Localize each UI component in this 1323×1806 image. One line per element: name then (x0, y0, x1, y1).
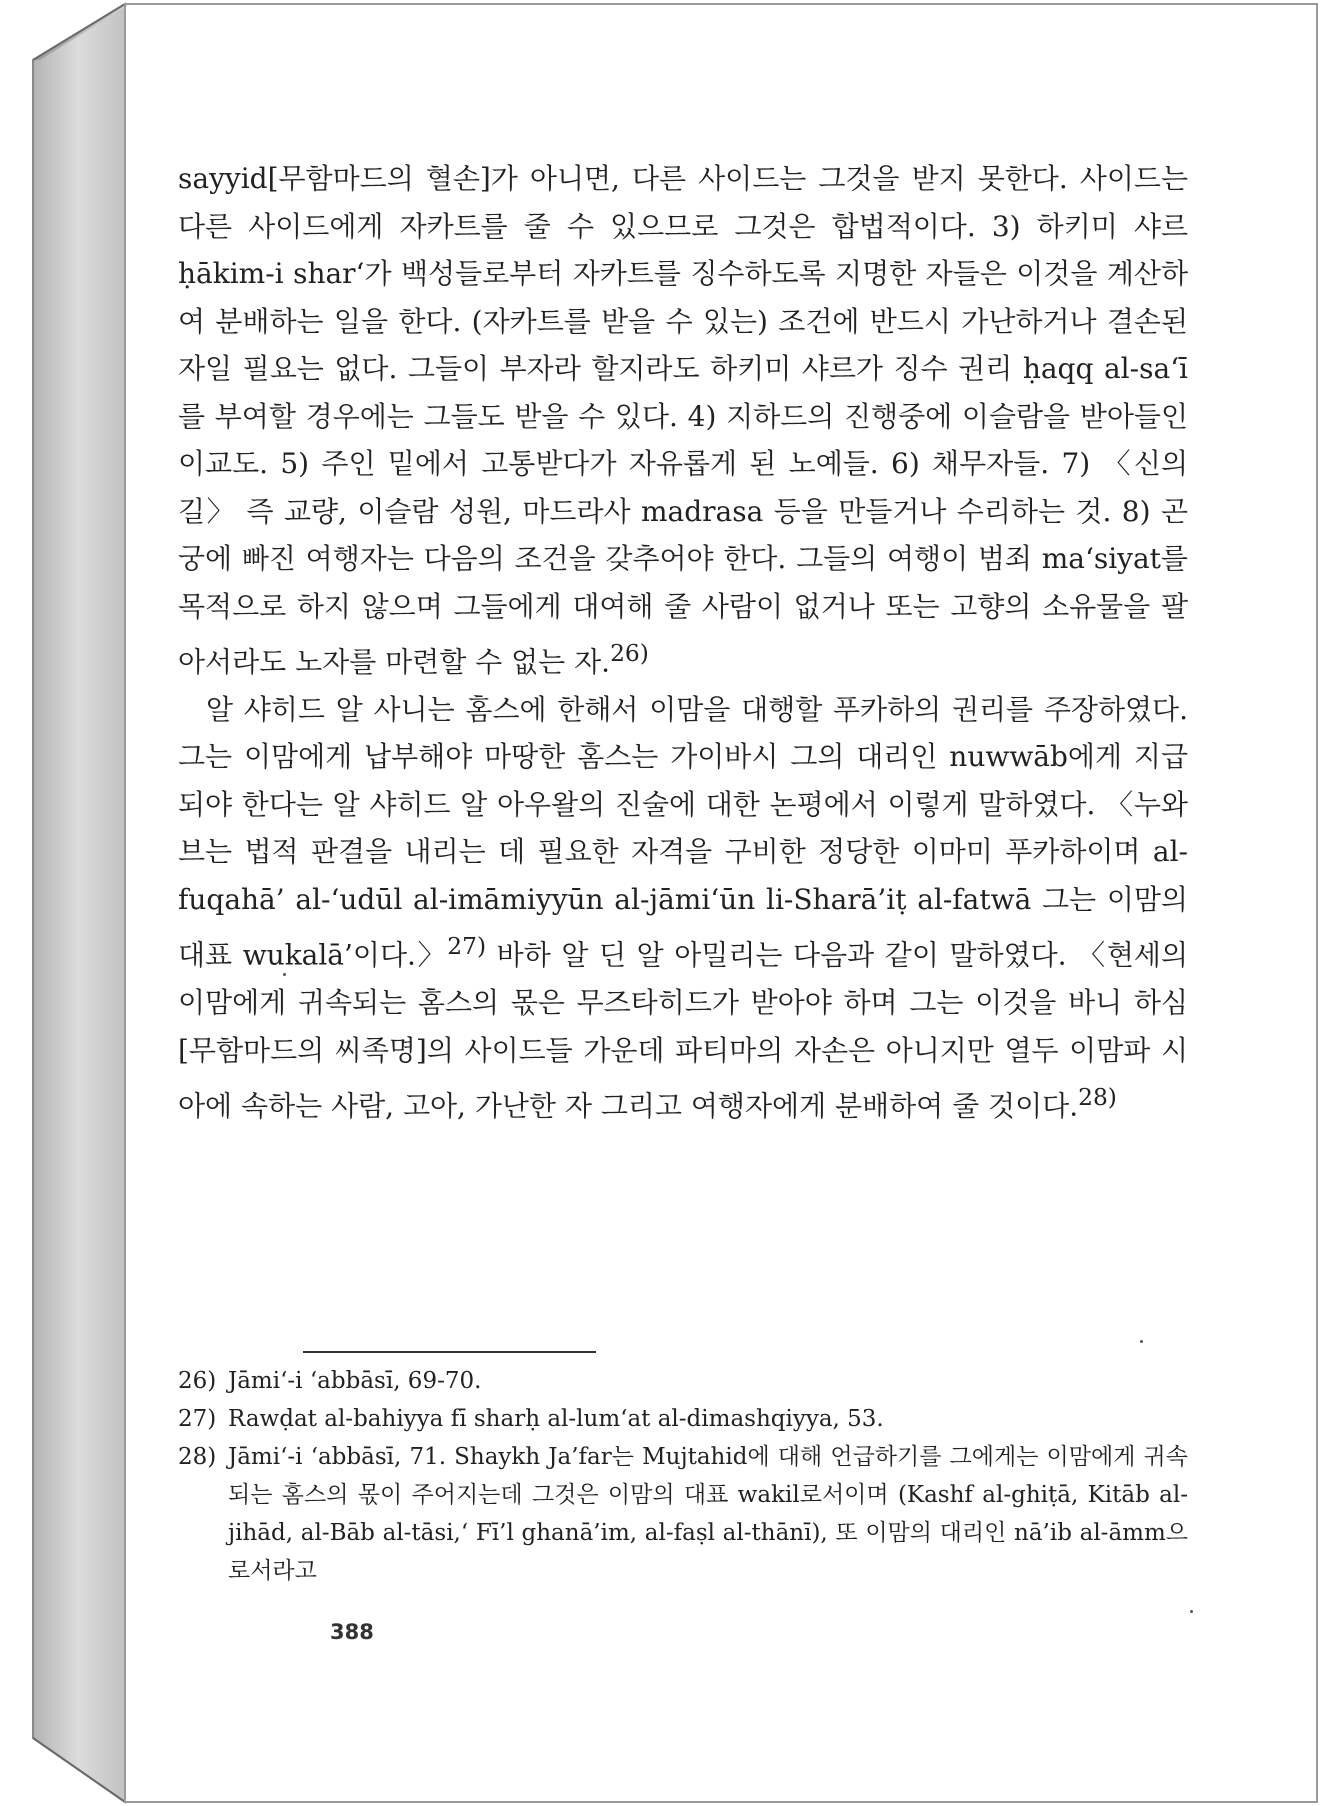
page-number: 388 (330, 1620, 374, 1644)
book-side-edge (33, 4, 125, 1802)
footnote-number: 26) (178, 1368, 217, 1394)
footnote-number: 28) (178, 1444, 217, 1470)
paragraph-khums-authority (178, 686, 1188, 1130)
footnote-marker-27: 27) (447, 932, 487, 961)
footnote-text: Jāmi‘-i ‘abbāsī, 71. Shaykh Ja’far는 Mujtahid에 대해 언급하기를 그에게는 이맘에게 귀속되는 홈스의 몫이 주어지는데 그것은 이맘의 대표 wakil로서이며 (Kashf al-ghiṭā, Kitāb al-jihād, al-Bāb al-tāsi,‘ Fī’l ghanā’im, al-faṣl al-thānī), 또 이맘의 대리인 nā’ib al-āmm으로서라고 (228, 1444, 1188, 1584)
scan-speck (283, 973, 286, 976)
main-text (178, 155, 1188, 1130)
footnote-text: Rawḍat al-bahiyya fī sharḥ al-lum‘at al-dimashqiyya, 53. (228, 1406, 884, 1432)
footnotes (178, 1362, 1188, 1590)
footnote-text: Jāmi‘-i ‘abbāsī, 69-70. (228, 1368, 482, 1394)
footnote-item (178, 1400, 1188, 1438)
footnote-number: 27) (178, 1406, 217, 1432)
paragraph-text: sayyid[무함마드의 혈손]가 아니면, 다른 사이드는 그것을 받지 못한다. 사이드는 다른 사이드에게 자카트를 줄 수 있으므로 그것은 합법적이다. 3) 하키미 샤르 ḥākim-i shar‘가 백성들로부터 자카트를 징수하도록 지명한 자들은 이것을 계산하여 분배하는 일을 한다. (자카트를 받을 수 있는) 조건에 반드시 가난하거나 결손된 자일 필요는 없다. 그들이 부자라 할지라도 하키미 샤르가 징수 권리 ḥaqq al-sa‘ī를 부여할 경우에는 그들도 받을 수 있다. 4) 지하드의 진행중에 이슬람을 받아들인 이교도. 5) 주인 밑에서 고통받다가 자유롭게 된 노예들. 6) 채무자들. 7) 〈신의 길〉 즉 교량, 이슬람 성원, 마드라사 madrasa 등을 만들거나 수리하는 것. 8) 곤궁에 빠진 여행자는 다음의 조건을 갖추어야 한다. 그들의 여행이 범죄 ma‘siyat를 목적으로 하지 않으며 그들에게 대여해 줄 사람이 없거나 또는 고향의 소유물을 팔아서라도 노자를 마련할 수 없는 자. (178, 162, 1188, 679)
paragraph-zakat-recipients (178, 155, 1188, 686)
footnote-marker-28: 28) (1078, 1083, 1117, 1112)
paragraph-text: 알 샤히드 알 사니는 홈스에 한해서 이맘을 대행할 푸카하의 권리를 주장하였다. 그는 이맘에게 납부해야 마땅한 홈스는 가이바시 그의 대리인 nuwwāb에게 지급되야 한다는 알 샤히드 알 아우왈의 진술에 대한 논평에서 이렇게 말하였다. 〈누와브는 법적 판결을 내리는 데 필요한 자격을 구비한 정당한 이마미 푸카하이며 al-fuqahā’ al-‘udūl al-imāmiyyūn al-jāmi‘ūn li-Sharā’iṭ al-fatwā 그는 이맘의 대표 wukalā’이다.〉 (178, 692, 1188, 972)
footnote-item (178, 1362, 1188, 1400)
footnote-item (178, 1438, 1188, 1590)
footnote-divider (303, 1351, 596, 1353)
scan-speck (1190, 1610, 1193, 1613)
paragraph-text: 바하 알 딘 알 아밀리는 다음과 같이 말하였다. 〈현세의 이맘에게 귀속되는 홈스의 몫은 무즈타히드가 받아야 하며 그는 이것을 바니 하심[무함마드의 씨족명]의 사이드들 가운데 파티마의 자손은 아니지만 열두 이맘파 시아에 속하는 사람, 고아, 가난한 자 그리고 여행자에게 분배하여 줄 것이다. (178, 938, 1189, 1123)
scan-speck (1140, 1340, 1143, 1343)
footnote-marker-26: 26) (610, 639, 649, 667)
